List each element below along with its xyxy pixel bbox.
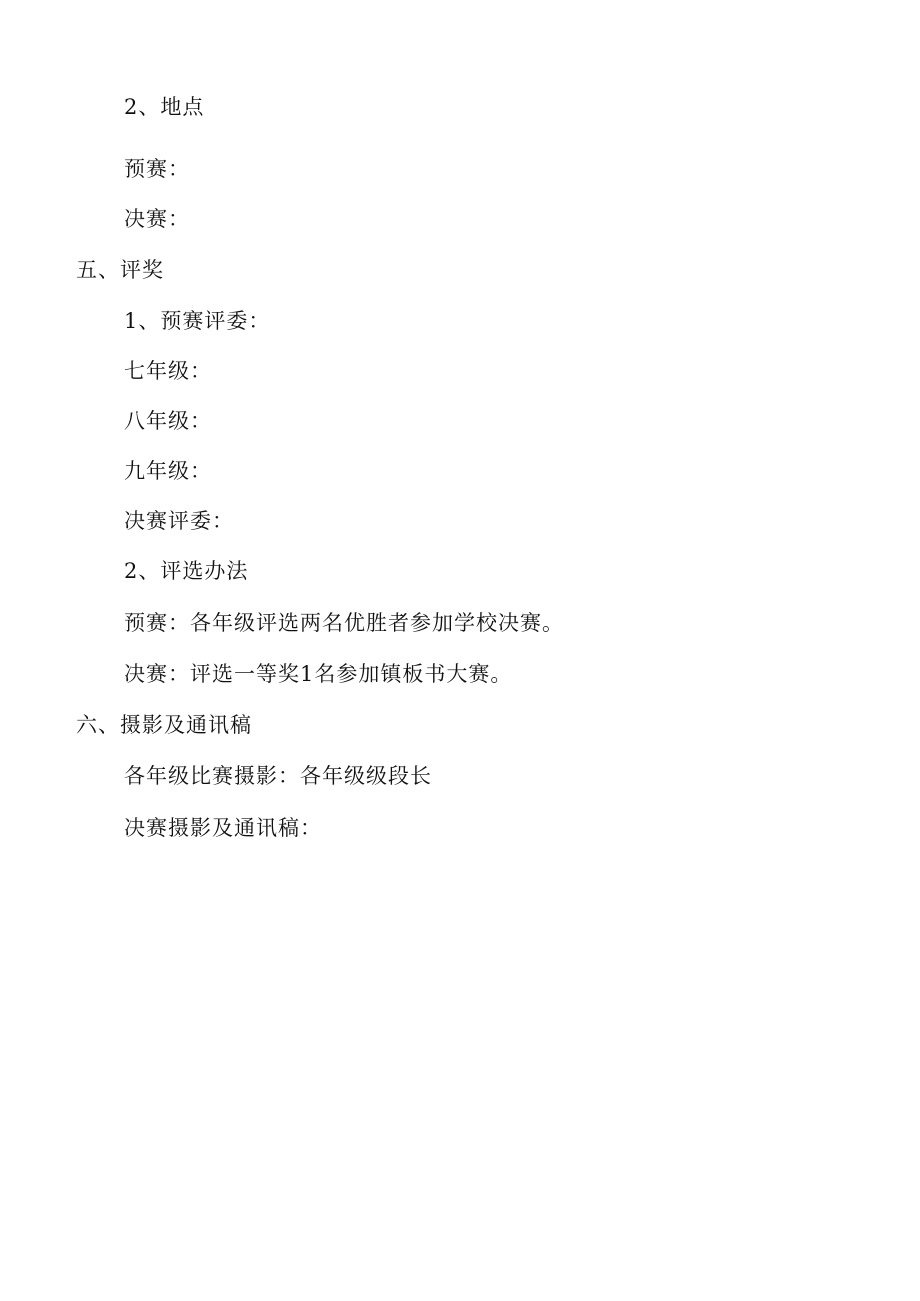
grade-photography-assignment: 各年级比赛摄影：各年级级段长 <box>124 764 432 788</box>
selection-method-heading: 2、评选办法 <box>124 559 249 583</box>
final-location-label: 决赛： <box>124 207 190 231</box>
final-photography-assignment: 决赛摄影及通讯稿： <box>124 816 322 840</box>
grade-8-judges-label: 八年级： <box>124 409 212 433</box>
preliminary-selection-rule: 预赛：各年级评选两名优胜者参加学校决赛。 <box>124 611 564 635</box>
grade-9-judges-label: 九年级： <box>124 459 212 483</box>
final-selection-rule: 决赛：评选一等奖1名参加镇板书大赛。 <box>124 662 513 686</box>
preliminary-location-label: 预赛： <box>124 157 190 181</box>
preliminary-judges-heading: 1、预赛评委： <box>124 309 271 333</box>
section-photography-heading: 六、摄影及通讯稿 <box>76 713 252 737</box>
grade-7-judges-label: 七年级： <box>124 359 212 383</box>
final-judges-label: 决赛评委： <box>124 509 234 533</box>
section-awards-heading: 五、评奖 <box>76 258 164 282</box>
section-location-heading: 2、地点 <box>124 95 205 119</box>
